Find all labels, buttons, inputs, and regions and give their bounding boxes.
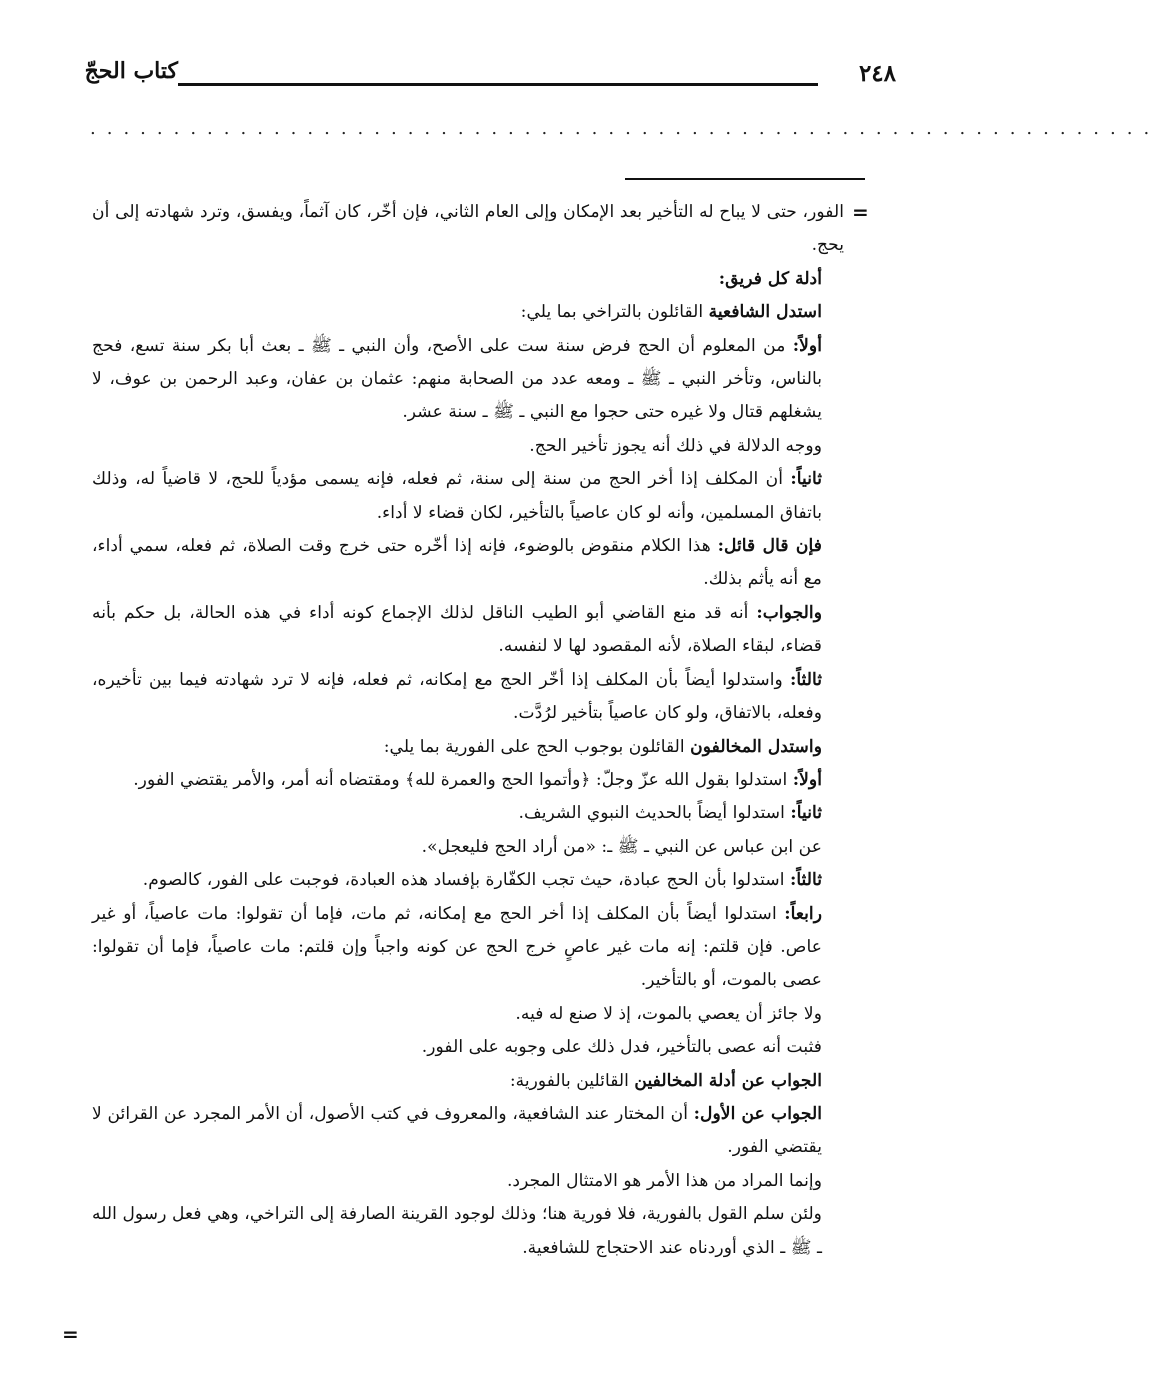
paragraph-text: الفور، حتى لا يباح له التأخير بعد الإمكان وإلى العام الثاني، فإن أخّر، كان آثماً، ويفسق، وترد شهادته إلى أن يحج. [92,202,844,256]
footnote-paragraph [92,797,844,830]
footnote-paragraph [92,597,844,664]
footnote-paragraph [92,463,844,530]
footnote-paragraph [92,330,844,430]
footnote-body [92,196,844,1265]
footnote-paragraph [92,764,844,797]
paragraph-lead: أولاً: [792,335,822,356]
paragraph-lead: أدلة كل فريق: [718,268,822,289]
footnote-paragraph [92,430,844,463]
footnote-paragraph [92,664,844,731]
header-rule [178,83,818,86]
paragraph-text: القائلين بالفورية: [509,1070,635,1091]
footnote-paragraph [92,864,844,897]
paragraph-lead: الجواب عن أدلة المخالفين [634,1070,822,1091]
footnote-paragraph [92,1031,844,1064]
footnote-paragraph [92,530,844,597]
footnote-paragraph [92,296,844,329]
paragraph-lead: والجواب: [756,602,822,623]
paragraph-lead: واستدل المخالفون [690,736,822,757]
paragraph-text: أنه قد منع القاضي أبو الطيب الناقل لذلك الإجماع كونه أداء في هذه الحالة، بل حكم بأنه قضاء، لبقاء الصلاة، لأنه المقصود لها لا لنفسه. [92,602,822,657]
paragraph-text: هذا الكلام منقوض بالوضوء، فإنه إذا أخّره حتى خرج وقت الصلاة، ثم فعله، سمي أداء، مع أنه يأثم بذلك. [92,536,822,590]
page-header-title: كتاب الحجّ [84,58,178,84]
paragraph-lead: ثانياً: [790,469,822,490]
footnote-paragraph [92,731,844,764]
paragraph-text: ولئن سلم القول بالفورية، فلا فورية هنا؛ وذلك لوجود القرينة الصارفة إلى التراخي، وهي فعل رسول الله ـ ﷺ ـ الذي أوردناه عند الاحتجاج للشافعية. [92,1204,822,1258]
paragraph-text: عن ابن عباس عن النبي ـ ﷺ ـ: «من أراد الحج فليعجل». [421,836,822,857]
paragraph-lead: أولاً: [792,769,822,790]
footnote-paragraph [92,1065,844,1098]
paragraph-lead: رابعاً: [784,903,822,924]
footnote-paragraph [92,1198,844,1265]
paragraph-lead: ثانياً: [790,803,822,824]
paragraph-lead: الجواب عن الأول: [693,1103,822,1124]
page-number: ٢٤٨ [858,60,896,87]
paragraph-text: وإنما المراد من هذا الأمر هو الامتثال المجرد. [506,1170,822,1191]
footnote-continuation-mark-bottom: = [62,1322,79,1346]
paragraph-text: ووجه الدلالة في ذلك أنه يجوز تأخير الحج. [529,435,822,456]
paragraph-text: استدلوا أيضاً بأن المكلف إذا أخر الحج مع إمكانه، ثم مات، فإما أن تقولوا: مات عاصياً، أو غير عاص. فإن قلتم: إنه مات غير عاصٍ خرج الحج عن كونه واجباً وإن قلتم: مات عاصياً، فإما أن تقولوا: عصى بالموت، أو بالتأخير. [92,903,822,991]
footnote-paragraph [92,1098,844,1165]
paragraph-text: القائلون بوجوب الحج على الفورية بما يلي: [383,736,691,757]
paragraph-text: واستدلوا أيضاً بأن المكلف إذا أخّر الحج مع إمكانه، ثم فعله، فإنه لا ترد شهادته فيما بين تأخيره، وفعله، بالاتفاق، ولو كان عاصياً بتأخير لرُدَّت. [92,669,822,724]
footnote-paragraph [92,898,844,998]
paragraph-text: أن المكلف إذا أخر الحج من سنة إلى سنة، ثم فعله، فإنه يسمى مؤدياً للحج، لا قاضياً له، وذلك باتفاق المسلمين، وأنه لو كان عاصياً بالتأخير، لكان قضاء لا أداء. [92,469,822,523]
paragraph-lead: استدل الشافعية [708,302,822,323]
paragraph-lead: فإن قال قائل: [717,536,822,557]
paragraph-text: القائلون بالتراخي بما يلي: [520,302,709,323]
paragraph-text: من المعلوم أن الحج فرض سنة ست على الأصح، وأن النبي ـ ﷺ ـ بعث أبا بكر سنة تسع، فحج بالناس، وتأخر النبي ـ ﷺ ـ ومعه عدد من الصحابة منهم: عثمان بن عفان، وعبد الرحمن بن عوف، لا يشغلهم قتال ولا غيره حتى حجوا مع النبي ـ ﷺ ـ سنة عشر. [92,335,822,423]
footnote-paragraph [92,196,844,263]
footnote-continuation-mark-top: = [852,200,869,224]
footnote-paragraph [92,263,844,296]
paragraph-lead: ثالثاً: [789,669,822,690]
footnote-paragraph [92,998,844,1031]
paragraph-text: ولا جائز أن يعصي بالموت، إذ لا صنع له فيه. [515,1003,822,1024]
footnote-paragraph [92,831,844,864]
dotted-separator: ................................................................ [90,118,1160,139]
footnote-rule [625,178,865,180]
paragraph-text: فثبت أنه عصى بالتأخير، فدل ذلك على وجوبه على الفور. [421,1037,822,1058]
paragraph-text: استدلوا أيضاً بالحديث النبوي الشريف. [518,803,791,824]
paragraph-text: أن المختار عند الشافعية، والمعروف في كتب الأصول، أن الأمر المجرد عن القرائن لا يقتضي الفور. [92,1103,822,1158]
footnote-paragraph [92,1165,844,1198]
paragraph-text: استدلوا بأن الحج عبادة، حيث تجب الكفّارة بإفساد هذه العبادة، فوجبت على الفور، كالصوم. [142,870,790,891]
paragraph-lead: ثالثاً: [789,870,822,891]
paragraph-text: استدلوا بقول الله عزّ وجلّ: ﴿وأتموا الحج والعمرة لله﴾ ومقتضاه أنه أمر، والأمر يقتضي الفور. [133,769,793,790]
